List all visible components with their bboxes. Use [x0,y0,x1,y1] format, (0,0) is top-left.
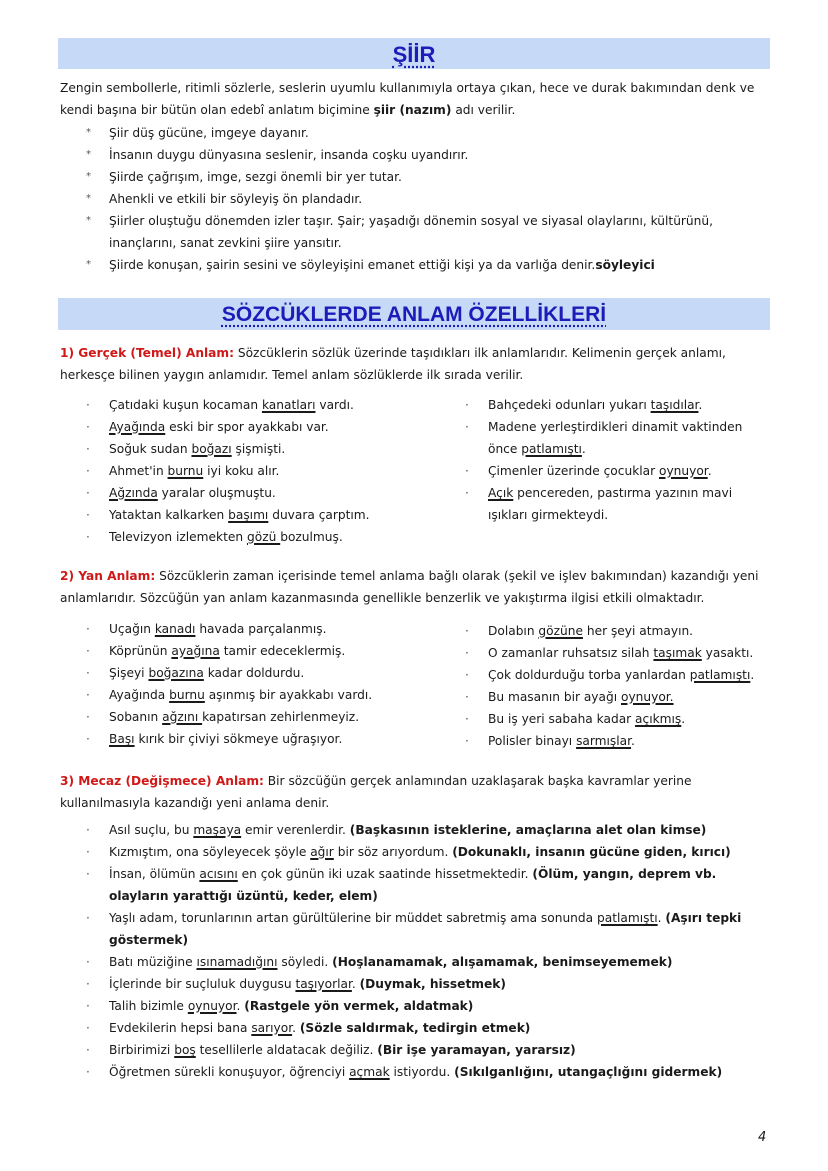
item-text-end: . [657,911,666,925]
item-text: Bu iş yeri sabaha kadar [488,712,636,726]
bullet-icon: · [86,732,90,746]
item-text: Yataktan kalkarken [109,508,229,522]
siir-title-banner [58,38,770,69]
item-text: Soğuk sudan [109,442,192,456]
intro-bold-term: şiir (nazım) [373,103,452,117]
list-item [86,504,446,526]
list-item [86,254,756,276]
underlined-word: oynuyor [659,464,708,478]
bold-text: (Başkasının isteklerine, amaçlarına alet olan kimse) [349,823,707,837]
list-item [465,642,785,664]
bullet-icon: * [86,193,91,204]
bold-text: (Duymak, hissetmek) [359,977,506,991]
item-text: Evdekilerin hepsi bana [109,1021,252,1035]
underlined-word: Başı [109,732,135,746]
bullet-icon: · [86,1043,90,1057]
bullet-icon: * [86,127,91,138]
underlined-word: Açık [488,486,514,500]
item-text: Uçağın [109,622,155,636]
item-text-end: en çok günün iki uzak saatinde hissetmektedir. [237,867,533,881]
item-text: Şiirde konuşan, şairin sesini ve söyleyişini emanet ettiği kişi ya da varlığa [109,258,562,272]
bullet-icon: · [465,734,469,748]
bold-text: (Hoşlanamamak, alışamamak, benimseyememek) [332,955,673,969]
bullet-icon: · [465,712,469,726]
item-text-end: . [631,734,635,748]
item-text: Madene yerleştirdikleri dinamit vaktinden önce [488,420,743,456]
underlined-word: oynuyor [187,999,237,1013]
bullet-icon: · [86,911,90,925]
bullet-icon: · [86,666,90,680]
item-text-end: şişmişti. [231,442,286,456]
list-item [86,122,756,144]
item-text: Çok doldurduğu torba yanlardan [488,668,690,682]
item-text-end: havada parçalanmış. [195,622,327,636]
list-item [86,438,446,460]
list-item [86,416,446,438]
underlined-word: boş [174,1043,196,1057]
item-text-end: kapatırsan zehirlenmeyiz. [202,710,360,724]
bold-text: (Sıkılganlığını, utangaçlığını gidermek) [454,1065,723,1079]
item-text: Yaşlı adam, torunlarının artan gürültülerine bir müddet sabretmiş ama sonunda [109,911,597,925]
bullet-icon: · [86,845,90,859]
item-text-end: emir verenlerdir. [241,823,350,837]
bullet-icon: · [86,977,90,991]
bullet-icon: · [465,690,469,704]
item-text-end: duvara çarptım. [268,508,370,522]
item-text-end: iyi koku alır. [203,464,280,478]
bullet-icon: * [86,149,91,160]
yan-examples-right [465,620,785,752]
underlined-word: ağzını [162,710,203,724]
list-item [86,1039,776,1061]
item-text-end: . [750,668,755,682]
list-item [86,210,756,254]
yan-anlam-heading: 2) Yan Anlam: [60,569,156,583]
bullet-icon: · [465,486,469,500]
item-text-end: tesellilerle aldatacak değiliz. [195,1043,378,1057]
underlined-word: patlamıştı [689,668,751,682]
item-text-end: söyledi. [277,955,333,969]
underlined-word: boğazı [191,442,232,456]
yan-anlam-text: Sözcüklerin zaman içerisinde temel anlama bağlı olarak (şekil ve işlev bakımından) kazandığı yeni anlamlarıdır. Sözcüğün yan anlam kazanmasında genellikle benzerlik ve yakıştırma ilgisi etkili olmaktadır. [60,569,759,605]
list-item [86,394,446,416]
list-item [86,1017,776,1039]
list-item [86,188,756,210]
item-text: Bahçedeki odunları yukarı [488,398,651,412]
list-item [86,863,776,907]
item-text: Ayağında [109,688,170,702]
anlam-title: SÖZCÜKLERDE ANLAM ÖZELLİKLERİ [221,303,607,326]
bullet-icon: * [86,171,91,182]
yan-anlam-definition [60,565,770,609]
anlam-title-banner [58,298,770,330]
underlined-word: taşıyorlar [295,977,352,991]
bold-text: söyleyici [595,258,655,272]
bullet-icon: * [86,259,91,270]
bullet-icon: * [86,215,91,226]
item-text: Şişeyi [109,666,149,680]
underlined-word: patlamıştı [597,911,658,925]
item-text: Ahenkli ve etkili bir söyleyiş ön plandadır. [109,192,363,206]
mecaz-anlam-heading: 3) Mecaz (Değişmece) Anlam: [60,774,264,788]
siir-intro [60,77,770,121]
gercek-examples-left [86,394,446,548]
underlined-word: ayağına [171,644,220,658]
bullet-icon: · [465,624,469,638]
underlined-word: açıkmış [635,712,682,726]
item-text-end: bozulmuş. [280,530,343,544]
item-text: Şiirde çağrışım, imge, sezgi önemli bir yer tutar. [109,170,402,184]
bullet-icon: · [86,710,90,724]
item-text-end: eski bir spor ayakkabı var. [165,420,329,434]
list-item [86,684,446,706]
list-item [465,730,785,752]
item-text-end: . [681,712,686,726]
list-item [86,819,776,841]
list-item [86,618,446,640]
item-text: İnsan, ölümün [109,867,200,881]
list-item [86,973,776,995]
item-text: Çimenler üzerinde çocuklar [488,464,659,478]
underlined-word: kanatları [261,398,316,412]
list-item [86,460,446,482]
list-item [465,482,765,526]
item-text: Şiir düş gücüne, imgeye dayanır. [109,126,309,140]
list-item [86,1061,776,1083]
bullet-icon: · [465,420,469,434]
list-item [86,841,776,863]
yan-examples-left [86,618,446,750]
item-text-end: kırık bir çiviyi sökmeye uğraşıyor. [134,732,343,746]
list-item [465,394,765,416]
item-text: Şiirler oluştuğu dönemden izler taşır. Şair; yaşadığı dönemin sosyal ve siyasal olaylarını, kültürünü, inançlarını, sanat zevkini şiire yansıtır. [109,214,713,250]
underlined-word: acısını [199,867,238,881]
list-item [86,706,446,728]
underlined-word: maşaya [193,823,242,837]
list-item [86,482,446,504]
list-item [465,708,785,730]
item-text-end: . [292,1021,300,1035]
bullet-icon: · [86,867,90,881]
bullet-icon: · [465,398,469,412]
intro-text-end: adı verilir. [451,103,516,117]
bullet-icon: · [465,668,469,682]
item-text-end: . [236,999,245,1013]
underlined-word: oynuyor. [620,690,674,704]
item-text-end: yasaktı. [701,646,754,660]
list-item [465,416,765,460]
underlined-word: açmak [349,1065,390,1079]
underlined-word: gözü [247,530,281,544]
item-text-end: . [698,398,703,412]
bullet-icon: · [86,508,90,522]
underlined-word: burnu [169,688,205,702]
mecaz-anlam-text: Bir sözcüğün gerçek anlamından uzaklaşarak başka kavramlar yerine kullanılmasıyla kazandığı yeni anlama denir. [60,774,692,810]
item-text: Çatıdaki kuşun kocaman [109,398,262,412]
bullet-icon: · [86,622,90,636]
siir-title: ŞİİR [392,42,436,67]
list-item [86,526,446,548]
underlined-word: ısınamadığını [196,955,278,969]
siir-bullet-list [86,122,756,276]
bullet-icon: · [86,999,90,1013]
list-item [86,995,776,1017]
mecaz-examples [86,819,776,1083]
item-text: Asıl suçlu, bu [109,823,194,837]
item-text: İnsanın duygu dünyasına seslenir, insanda coşku uyandırır. [109,148,469,162]
item-text: Birbirimizi [109,1043,175,1057]
bold-text: (Dokunaklı, insanın gücüne giden, kırıcı) [452,845,731,859]
bold-text: (Rastgele yön vermek, aldatmak) [244,999,474,1013]
item-text-end: . [581,442,586,456]
gercek-anlam-definition [60,342,770,386]
underlined-word: sarıyor [251,1021,293,1035]
underlined-word: Ağzında [109,486,158,500]
item-text: Batı müziğine [109,955,197,969]
bullet-icon: · [86,823,90,837]
bullet-icon: · [86,464,90,478]
list-item [86,662,446,684]
list-item [465,686,785,708]
list-item [465,620,785,642]
list-item [86,728,446,750]
item-text-end: pencereden, pastırma yazının mavi ışıkları girmekteydi. [488,486,733,522]
list-item [86,640,446,662]
item-text-end: denir. [561,258,596,272]
gercek-examples-right [465,394,765,526]
bullet-icon: · [86,398,90,412]
intro-text: Zengin sembollerle, ritimli sözlerle, seslerin uyumlu kullanımıyla ortaya çıkan, hece ve durak bakımından denk ve kendi başına bir bütün olan edebî anlatım biçimine [60,81,755,117]
item-text-end: . [707,464,712,478]
underlined-word: Ayağında [109,420,166,434]
bullet-icon: · [86,442,90,456]
item-text-end: vardı. [315,398,354,412]
item-text: Bu masanın bir ayağı [488,690,621,704]
bullet-icon: · [86,955,90,969]
item-text-end: her şeyi atmayın. [582,624,694,638]
underlined-word: ağır [310,845,334,859]
bullet-icon: · [86,420,90,434]
bullet-icon: · [86,688,90,702]
item-text: Sobanın [109,710,163,724]
bullet-icon: · [86,1021,90,1035]
item-text: Kızmıştım, ona söyleyecek şöyle [109,845,311,859]
gercek-anlam-text: Sözcüklerin sözlük üzerinde taşıdıkları ilk anlamlarıdır. Kelimenin gerçek anlamı, herkesçe bilinen yaygın anlamıdır. Temel anlam sözlüklerde ilk sırada verilir. [60,346,726,382]
item-text-end: yaralar oluşmuştu. [157,486,276,500]
bullet-icon: · [86,486,90,500]
bullet-icon: · [465,464,469,478]
underlined-word: başımı [228,508,269,522]
item-text-end: istiyordu. [389,1065,455,1079]
item-text-end: aşınmış bir ayakkabı vardı. [204,688,373,702]
bold-text: (Ölüm, yangın, deprem vb. olayların yarattığı üzüntü, keder, elem) [109,867,717,903]
gercek-anlam-heading: 1) Gerçek (Temel) Anlam: [60,346,234,360]
underlined-word: burnu [167,464,204,478]
item-text: Polisler binayı [488,734,577,748]
list-item [86,166,756,188]
item-text: Talih bizimle [109,999,188,1013]
item-text: Ahmet'in [109,464,168,478]
page-number: 4 [758,1130,767,1145]
list-item [86,144,756,166]
underlined-word: taşımak [653,646,702,660]
item-text: O zamanlar ruhsatsız silah [488,646,654,660]
item-text: Televizyon izlemekten [109,530,247,544]
item-text-end: bir söz arıyordum. [333,845,453,859]
item-text: Öğretmen sürekli konuşuyor, öğrenciyi [109,1065,350,1079]
bullet-icon: · [86,530,90,544]
bold-text: (Bir işe yaramayan, yararsız) [377,1043,576,1057]
list-item [86,907,776,951]
underlined-word: sarmışlar [576,734,632,748]
item-text: İçlerinde bir suçluluk duygusu [109,977,296,991]
underlined-word: gözüne [538,624,583,638]
underlined-word: taşıdılar [650,398,699,412]
mecaz-anlam-definition [60,770,720,814]
list-item [465,460,765,482]
bullet-icon: · [465,646,469,660]
list-item [86,951,776,973]
bullet-icon: · [86,644,90,658]
underlined-word: kanadı [154,622,196,636]
list-item [465,664,785,686]
bold-text: (Aşırı tepki göstermek) [109,911,742,947]
item-text: Köprünün [109,644,172,658]
underlined-word: patlamıştı [521,442,582,456]
bullet-icon: · [86,1065,90,1079]
item-text-end: tamir edeceklermiş. [219,644,346,658]
underlined-word: boğazına [148,666,204,680]
item-text: Dolabın [488,624,539,638]
item-text-end: kadar doldurdu. [203,666,305,680]
item-text-end: . [351,977,360,991]
bold-text: (Sözle saldırmak, tedirgin etmek) [299,1021,531,1035]
